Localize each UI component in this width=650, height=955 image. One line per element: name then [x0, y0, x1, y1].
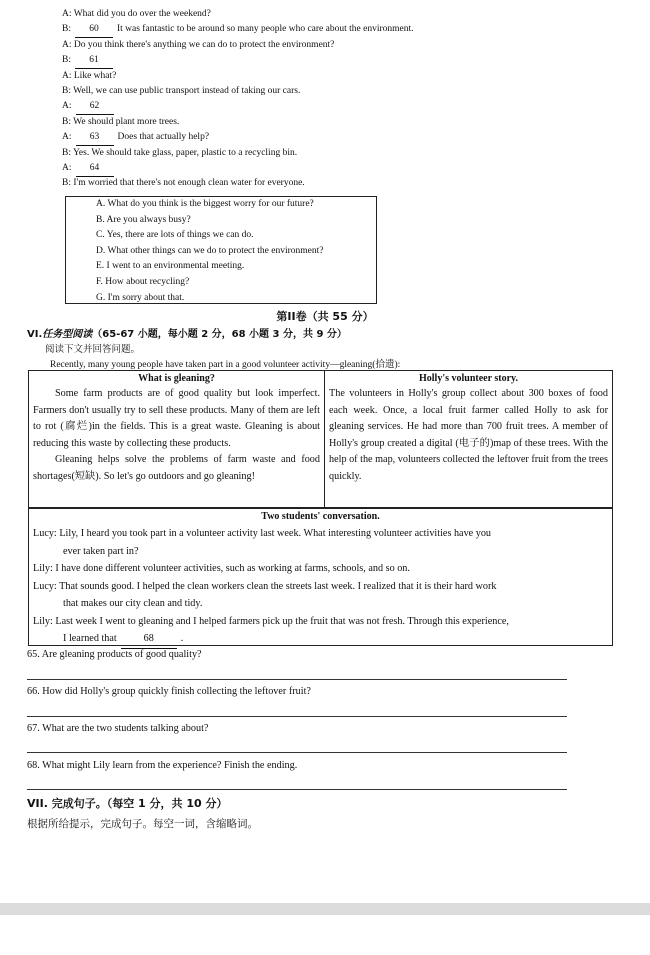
section-6-heading [27, 325, 347, 340]
left-column-title: What is gleaning? [138, 373, 215, 384]
conversation-line-cont: that makes our city clean and tidy. [63, 598, 203, 609]
answer-line-68[interactable] [27, 789, 567, 790]
option-c: C. Yes, there are lots of things we can do. [96, 230, 254, 241]
passage-intro [50, 356, 610, 370]
dialogue-line: B: Well, we can use public transport instead of taking our cars. [62, 85, 301, 96]
section-2-title: 第II卷（共 55 分） [276, 310, 374, 323]
answer-line-66[interactable] [27, 716, 567, 717]
answer-line-67[interactable] [27, 752, 567, 753]
right-column [325, 371, 612, 507]
section-6-number: VI. [27, 329, 43, 340]
answer-line-65[interactable] [27, 679, 567, 680]
conversation-title: Two students' conversation. [261, 511, 380, 522]
conversation-line: Lucy: That sounds good. I helped the clean workers clean the streets last week. I realized that it is their hard work [33, 580, 497, 592]
option-a: A. What do you think is the biggest worry for our future? [96, 199, 314, 209]
option-e: E. I went to an environmental meeting. [96, 261, 245, 272]
question-68: 68. What might Lily learn from the experience? Finish the ending. [27, 760, 298, 771]
conversation-box [28, 508, 613, 646]
answer-blank-60[interactable]: 60 [75, 22, 113, 38]
right-column-title: Holly's volunteer story. [419, 373, 518, 384]
section-6-instruction: 阅读下文并回答问题。 [45, 344, 141, 355]
section-6-scoring: （65-67 小题，每小题 2 分，68 小题 3 分，共 9 分） [92, 329, 347, 340]
answer-blank-61[interactable]: 61 [75, 53, 113, 69]
question-66: 66. How did Holly's group quickly finish collecting the leftover fruit? [27, 686, 311, 697]
conversation-line-cont: ever taken part in? [63, 545, 139, 557]
section-6-name: 任务型阅读 [42, 329, 93, 340]
conversation-line-cont: I learned that 68 . [33, 630, 608, 649]
conversation-line: Lucy: Lily, I heard you took part in a volunteer activity last week. What interesting volunteer activities have you [33, 528, 492, 539]
option-b: B. Are you always busy? [96, 214, 191, 225]
dialogue-line: A: 62 [62, 99, 622, 114]
answer-blank-64[interactable]: 64 [76, 161, 114, 177]
question-65: 65. Are gleaning products of good quality? [27, 649, 202, 660]
dialogue-section [62, 7, 622, 192]
passage-intro-text: Recently, many young people have taken part in a good volunteer activity—gleaning(拾遗): [50, 360, 401, 370]
right-paragraph: The volunteers in Holly's group collect about 300 boxes of food each week. Once, a local fruit farmer called Holly to ask for gleaning services. He had more than 700 fruit trees. A member of Holly's group created a digital (电子的)map of these trees. With the help of the map, volunteers collected the leftover fruit from the trees quickly. [329, 388, 608, 482]
dialogue-line: A: What did you do over the weekend? [62, 9, 211, 19]
page-bottom-band [0, 903, 650, 915]
option-f: F. How about recycling? [96, 276, 190, 287]
conversation-line: Lily: Last week I went to gleaning and I helped farmers pick up the fruit that was not fresh. Through this experience, [33, 615, 509, 627]
dialogue-line: B: I'm worried that there's not enough clean water for everyone. [62, 178, 305, 189]
section-7-title: VII. 完成句子。（每空 1 分，共 10 分） [27, 797, 228, 810]
reading-table [28, 370, 613, 508]
answer-blank-68[interactable]: 68 [121, 630, 177, 649]
option-g: G. I'm sorry about that. [96, 292, 185, 303]
dialogue-line: B: We should plant more trees. [62, 116, 180, 127]
dialogue-line: B: 61 [62, 53, 622, 68]
question-67: 67. What are the two students talking about? [27, 723, 209, 734]
dialogue-line: A: 64 [62, 161, 622, 176]
answer-blank-62[interactable]: 62 [76, 99, 114, 115]
conversation-line: Lily: I have done different volunteer activities, such as working at farms, schools, and so on. [33, 563, 410, 574]
left-paragraph-2: Gleaning helps solve the problems of farm waste and food shortages(短缺). So let's go outdoors and go gleaning! [33, 454, 320, 482]
section-7-instruction: 根据所给提示，完成句子。每空一词，含缩略词。 [27, 818, 258, 830]
left-paragraph-1: Some farm products are of good quality but look imperfect. Farmers don't usually try to sell these products. Many of them are left to rot (腐烂)in the fields. This is a great waste. Gleaning is about reducing this waste by collecting these products. [33, 388, 320, 449]
dialogue-line: B: 60 It was fantastic to be around so many people who care about the environment. [62, 22, 622, 37]
options-box [65, 196, 377, 304]
left-column [29, 371, 325, 507]
answer-blank-63[interactable]: 63 [76, 130, 114, 146]
dialogue-line: A: Do you think there's anything we can do to protect the environment? [62, 39, 335, 50]
option-d: D. What other things can we do to protect the environment? [96, 245, 324, 256]
dialogue-line: B: Yes. We should take glass, paper, plastic to a recycling bin. [62, 147, 298, 158]
dialogue-line: A: Like what? [62, 70, 117, 81]
dialogue-line: A: 63 Does that actually help? [62, 130, 622, 145]
